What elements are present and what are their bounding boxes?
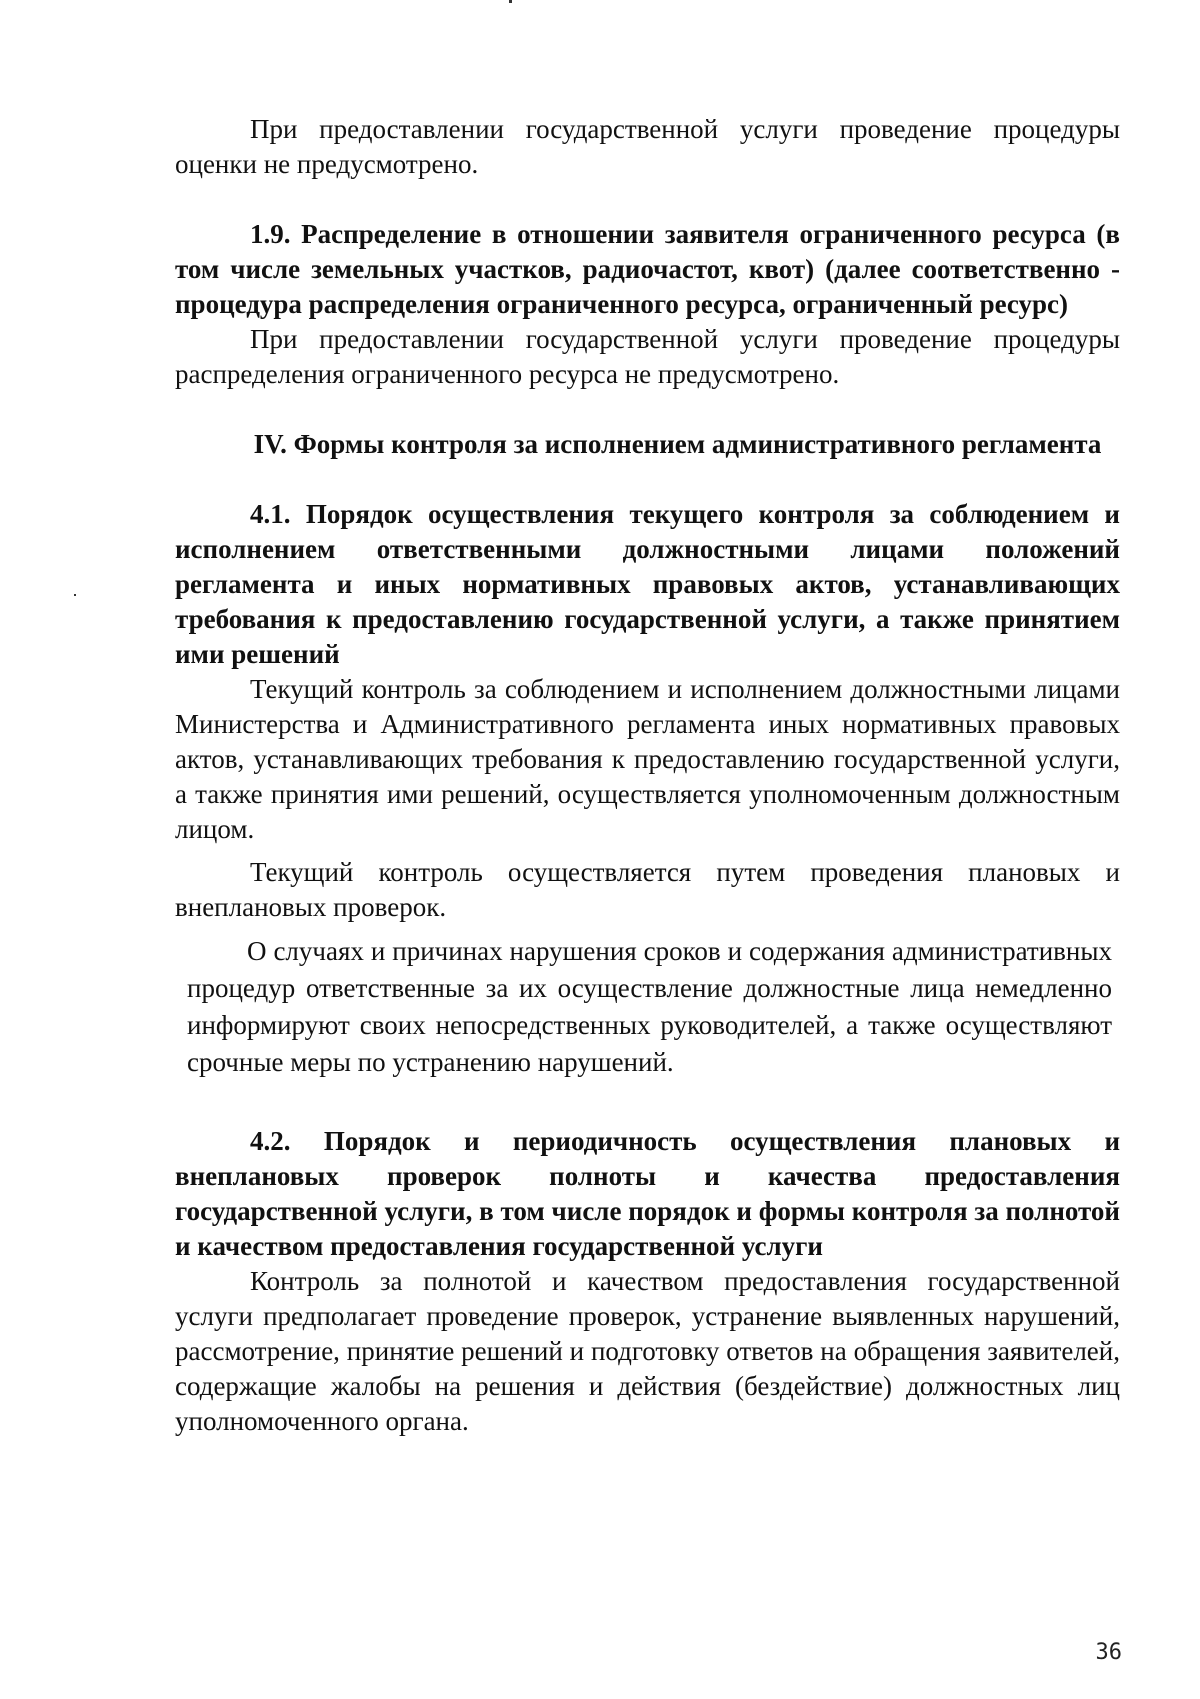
paragraph-quality-control: Контроль за полнотой и качеством предоставления государственной услуги предполагает проведение проверок, устранение выявленных нарушений, рассмотрение, принятие решений и подготовку ответов на обращения заявителей, содержащие жалобы на решения и действия (бездействие) должностных лиц уполномоченного органа. [175,1266,1120,1436]
scan-artifact-top [509,0,512,3]
heading-1-9: 1.9. Распределение в отношении заявителя ограниченного ресурса (в том числе земельных участков, радиочастот, квот) (далее соответственно - процедура распределения ограниченного ресурса, ограниченный ресурс) [175,219,1120,319]
heading-4-1: 4.1. Порядок осуществления текущего контроля за соблюдением и исполнением ответственными должностными лицами положений регламента и иных нормативных правовых актов, устанавливающих требования к предоставлению государственной услуги, а также принятием ими решений [175,499,1120,669]
paragraph-violations: О случаях и причинах нарушения сроков и содержания административных процедур ответственные за их осуществление должностные лица немедленно информируют своих непосредственных руководителей, а также осуществляют срочные меры по устранению нарушений. [187,936,1112,1077]
paragraph-resource: При предоставлении государственной услуги проведение процедуры распределения ограниченного ресурса не предусмотрено. [175,324,1120,389]
scan-artifact-left [74,594,76,596]
paragraph-current-control-2: Текущий контроль осуществляется путем проведения плановых и внеплановых проверок. [175,857,1120,922]
page-number: 36 [1095,1640,1122,1665]
heading-4-2: 4.2. Порядок и периодичность осуществления плановых и внеплановых проверок полноты и качества предоставления государственной услуги, в том числе порядок и формы контроля за полнотой и качеством предоставления государственной услуги [175,1126,1120,1261]
document-body [175,112,1120,1439]
paragraph-evaluation: При предоставлении государственной услуги проведение процедуры оценки не предусмотрено. [175,114,1120,179]
paragraph-current-control-1: Текущий контроль за соблюдением и исполнением должностными лицами Министерства и Административного регламента иных нормативных правовых актов, устанавливающих требования к предоставлению государственной услуги, а также принятия ими решений, осуществляется уполномоченным должностным лицом. [175,674,1120,844]
section-iv-heading: IV. Формы контроля за исполнением административного регламента [253,429,1102,459]
